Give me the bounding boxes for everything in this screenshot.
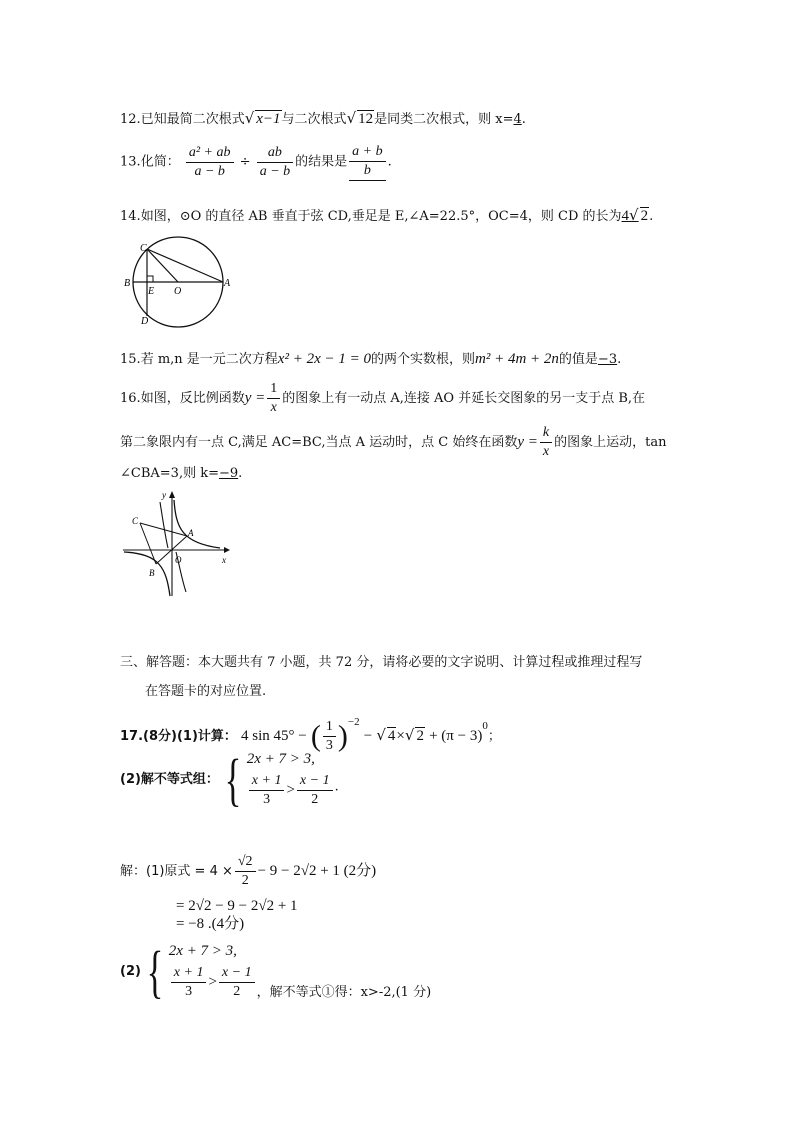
q17-frac-numerator: 1 bbox=[323, 718, 336, 737]
q16-func2-fraction bbox=[540, 424, 552, 461]
q16-end: . bbox=[238, 466, 243, 481]
sqrt-symbol: √ bbox=[244, 109, 255, 127]
label-c: C bbox=[140, 243, 147, 254]
x-axis-arrow bbox=[224, 547, 230, 553]
question-16-line-1 bbox=[120, 380, 645, 417]
q16-func-fraction bbox=[267, 380, 280, 417]
label-b: B bbox=[124, 278, 131, 289]
q14-answer bbox=[621, 206, 650, 224]
q12-radicand-1: x−1 bbox=[256, 111, 281, 127]
label-a: A bbox=[188, 528, 194, 538]
q16-func2-denominator: x bbox=[542, 444, 550, 459]
section-3-heading-line-1: 三、解答题：本大题共有 7 小题，共 72 分，请将必要的文字说明、计算过程或推理过程写 bbox=[120, 655, 643, 670]
q17-expr-b: − bbox=[363, 728, 373, 744]
question-17-part-2 bbox=[120, 746, 339, 812]
q12-number: 12. bbox=[120, 112, 141, 127]
question-16-line-3 bbox=[120, 467, 242, 480]
q12-text-c: 是同类二次根式，则 x= bbox=[374, 112, 514, 127]
q12-text-b: 与二次根式 bbox=[281, 112, 347, 127]
solution-ineq1: 2x + 7 > 3, bbox=[168, 943, 237, 959]
paren-open: ( bbox=[310, 719, 321, 753]
paren-close: ) bbox=[337, 719, 348, 753]
right-angle-mark bbox=[147, 276, 153, 282]
q14-text: 如图，⊙O 的直径 AB 垂直于弦 CD,垂足是 E,∠A=22.5°，OC=4，则 CD 的长为 bbox=[140, 209, 622, 224]
q13-f2-numerator: ab bbox=[257, 144, 293, 163]
q13-f2-denominator: a − b bbox=[259, 163, 291, 179]
question-13 bbox=[120, 143, 392, 181]
solution-ineq2 bbox=[169, 964, 257, 1001]
label-d: D bbox=[141, 316, 149, 327]
label-o: O bbox=[174, 286, 182, 297]
q16-func-numerator: 1 bbox=[267, 380, 280, 399]
q13-answer-fraction bbox=[349, 143, 385, 181]
q15-text-a: 若 m,n 是一元二次方程 bbox=[140, 352, 278, 367]
q17-head: 17.(8分)(1)计算： bbox=[120, 729, 237, 744]
question-15 bbox=[120, 352, 621, 367]
q13-fraction-2 bbox=[257, 144, 293, 181]
q15-end: . bbox=[617, 352, 622, 367]
q17-ineq2-left-num: x + 1 bbox=[249, 772, 285, 791]
q13-end: . bbox=[387, 154, 392, 170]
q13-f1-denominator: a − b bbox=[194, 163, 225, 179]
q13-answer-denominator: b bbox=[363, 163, 371, 178]
solution-frac-num: √2 bbox=[235, 853, 256, 872]
solution-step-3: = −8 .(4分) bbox=[176, 916, 245, 932]
label-b: B bbox=[149, 568, 155, 578]
curve-y-1-over-x-q1 bbox=[174, 500, 220, 548]
q15-number: 15. bbox=[120, 352, 141, 367]
q13-fraction-1 bbox=[186, 144, 234, 181]
solution-part-2 bbox=[120, 938, 432, 1004]
q17-frac-denominator: 3 bbox=[325, 738, 333, 753]
sqrt-symbol: √ bbox=[376, 726, 386, 744]
q14-answer-radicand: 2 bbox=[640, 208, 649, 224]
q16-text-a: 如图，反比例函数 bbox=[140, 391, 245, 406]
q16-text-b: 的图象上有一动点 A,连接 AO 并延长交图象的另一支于点 B,在 bbox=[282, 391, 646, 406]
solution-ineq2-right-num: x − 1 bbox=[219, 964, 255, 983]
q17-ineq2-right-den: 2 bbox=[311, 792, 319, 807]
q13-text-b: 的结果是 bbox=[295, 154, 348, 170]
solution-step-1 bbox=[120, 853, 376, 890]
q13-number: 13. bbox=[120, 154, 141, 170]
solution-inequality-system bbox=[169, 942, 257, 1001]
curve-y-1-over-x-q3 bbox=[124, 552, 170, 596]
solution-tail-1: − 9 − 2√2 + 1 (2分) bbox=[257, 863, 377, 879]
q17-radicand-2: 2 bbox=[416, 728, 424, 744]
q14-end: . bbox=[649, 209, 654, 224]
q17-times: × bbox=[396, 728, 405, 744]
section-3-heading-line-2: 在答题卡的对应位置. bbox=[145, 684, 267, 699]
solution-step-2: = 2√2 − 9 − 2√2 + 1 bbox=[176, 898, 298, 914]
q13-f1-numerator: a² + ab bbox=[186, 144, 234, 163]
q16-hyperbola-figure bbox=[120, 488, 232, 600]
q12-end: . bbox=[521, 112, 526, 127]
label-c: C bbox=[132, 516, 139, 526]
q16-text-c: 第二象限内有一点 C,满足 AC=BC,当点 A 运动时，点 C 始终在函数 bbox=[120, 435, 518, 450]
sqrt-symbol: √ bbox=[404, 726, 415, 744]
solution-frac-den: 2 bbox=[241, 873, 249, 888]
question-16-line-2 bbox=[120, 424, 667, 461]
solution-ineq2-left-num: x + 1 bbox=[171, 964, 207, 983]
solution-ineq2-left bbox=[171, 964, 207, 1001]
curve-y-k-over-x-q2 bbox=[160, 502, 168, 548]
label-a: A bbox=[224, 278, 231, 289]
q13-division-sign: ÷ bbox=[239, 154, 251, 170]
q16-func-lhs: y = bbox=[244, 390, 266, 406]
q16-text-e: ∠CBA=3,则 k= bbox=[120, 466, 219, 481]
q15-expression: m² + 4m + 2n bbox=[475, 351, 559, 367]
q17-ineq1: 2x + 7 > 3, bbox=[246, 751, 315, 767]
q16-func2-lhs: y = bbox=[517, 434, 538, 450]
q17-part2-label: (2)解不等式组： bbox=[120, 772, 219, 787]
q17-ineq2-right bbox=[297, 772, 333, 809]
q17-expr-a: 4 sin 45° − bbox=[241, 728, 307, 744]
question-12 bbox=[120, 110, 526, 128]
solution-p2-label: (2) bbox=[120, 964, 141, 979]
segment-co bbox=[147, 249, 178, 282]
solution-ineq2-op: > bbox=[208, 974, 217, 990]
q16-func2-numerator: k bbox=[540, 424, 552, 443]
q16-answer: −9 bbox=[218, 466, 239, 481]
q17-ineq2-left bbox=[249, 772, 285, 809]
q16-func-denominator: x bbox=[270, 400, 277, 415]
q14-circle-figure bbox=[120, 236, 235, 332]
q14-number: 14. bbox=[120, 209, 141, 224]
q17-ineq2-right-num: x − 1 bbox=[297, 772, 333, 791]
solution-head: 解：(1)原式 = 4 × bbox=[120, 864, 233, 879]
q12-answer: 4 bbox=[513, 112, 522, 127]
q15-answer: −3 bbox=[597, 352, 618, 367]
q17-exponent-neg2: −2 bbox=[347, 715, 360, 728]
q16-text-d: 的图象上运动，tan bbox=[554, 435, 667, 450]
brace-symbol: { bbox=[146, 938, 164, 1004]
q12-radicand-2: 12 bbox=[358, 111, 374, 127]
sqrt-symbol: √ bbox=[629, 206, 639, 224]
q17-expr-c: + (π − 3) bbox=[429, 728, 483, 744]
label-x: x bbox=[222, 555, 226, 565]
q17-ineq2-end: · bbox=[334, 783, 339, 798]
q17-ineq2 bbox=[247, 772, 339, 809]
q12-text-a: 已知最简二次根式 bbox=[140, 112, 245, 127]
q17-radicand-4: 4 bbox=[387, 728, 396, 744]
label-y: y bbox=[162, 490, 166, 500]
q17-ineq2-left-den: 3 bbox=[263, 792, 271, 807]
q17-inequality-system bbox=[247, 750, 339, 809]
q13-text-a: 化简： bbox=[140, 154, 180, 170]
sqrt-symbol: √ bbox=[346, 109, 357, 127]
q15-equation: x² + 2x − 1 = 0 bbox=[277, 351, 371, 367]
solution-tail-2: ，解不等式①得：x>-2,(1 分) bbox=[256, 985, 432, 1000]
q17-semicolon: ； bbox=[487, 729, 501, 744]
segment-ca bbox=[147, 249, 223, 282]
brace-symbol: { bbox=[224, 746, 242, 812]
y-axis-arrow bbox=[169, 491, 175, 498]
q17-exponent-0: 0 bbox=[482, 719, 488, 732]
q14-answer-coef: 4 bbox=[621, 208, 630, 224]
q17-ineq2-op: > bbox=[286, 782, 295, 798]
solution-ineq2-right bbox=[219, 964, 255, 1001]
question-14 bbox=[120, 207, 653, 225]
solution-ineq2-left-den: 3 bbox=[185, 984, 193, 999]
q16-number: 16. bbox=[120, 391, 141, 406]
label-e: E bbox=[148, 286, 155, 297]
q15-text-c: 的值是 bbox=[558, 352, 598, 367]
label-o: O bbox=[175, 555, 182, 565]
solution-ineq2-right-den: 2 bbox=[233, 984, 241, 999]
q15-text-b: 的两个实数根，则 bbox=[370, 352, 475, 367]
q13-answer-numerator: a + b bbox=[349, 143, 385, 162]
solution-fraction bbox=[235, 853, 256, 890]
segment-cb bbox=[140, 523, 156, 564]
